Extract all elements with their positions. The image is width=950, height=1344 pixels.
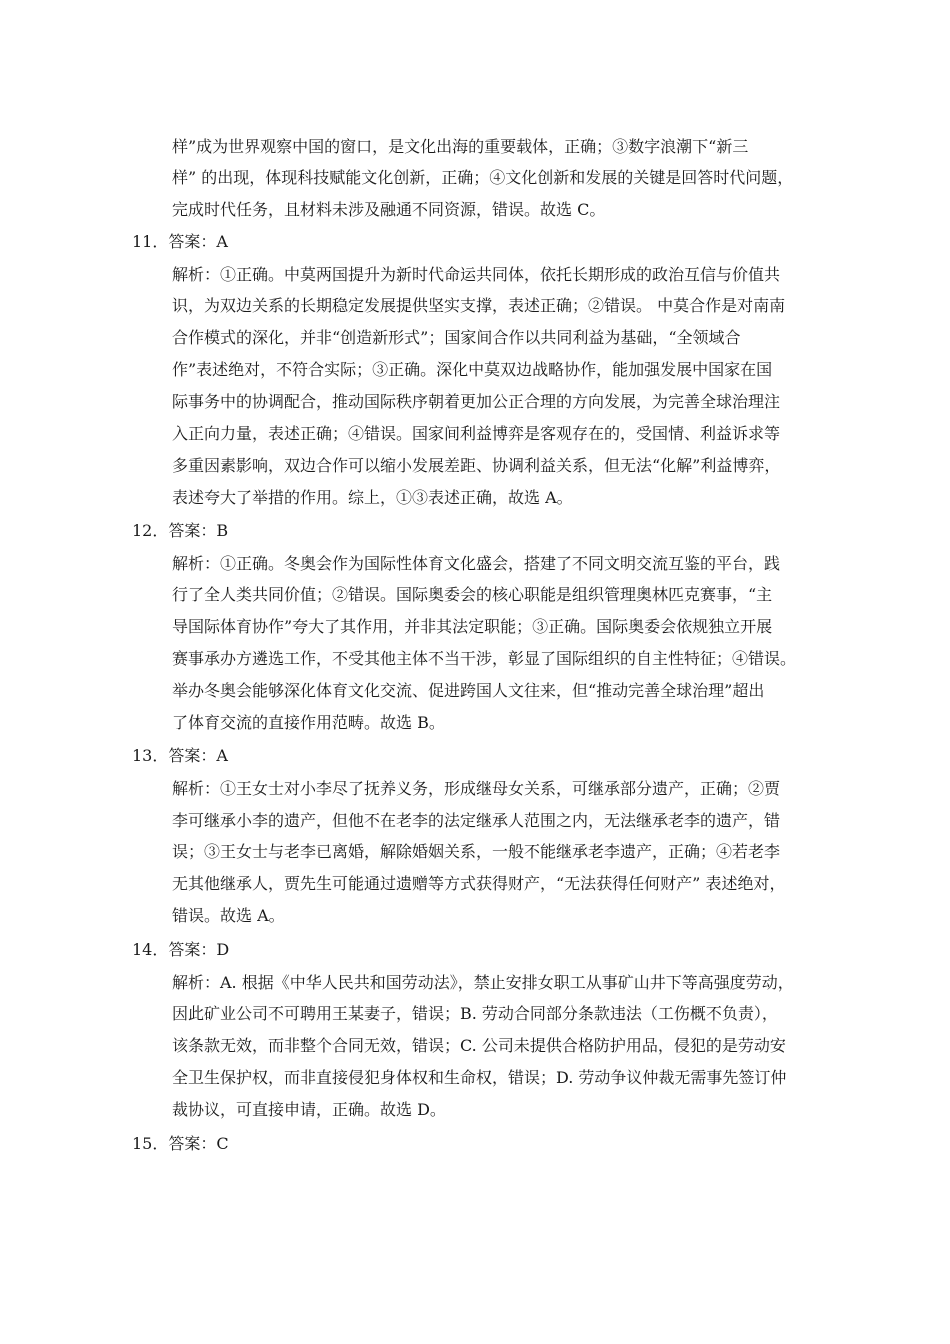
analysis-line: 错误。故选 A。 (172, 906, 285, 925)
analysis-line: 全卫生保护权，而非直接侵犯身体权和生命权，错误；D. 劳动争议仲裁无需事先签订仲 (172, 1068, 787, 1087)
analysis-line: 作”表述绝对，不符合实际；③正确。深化中莫双边战略协作，能加强发展中国家在国 (172, 360, 773, 379)
intro-line: 样” 的出现，体现科技赋能文化创新，正确；④文化创新和发展的关键是回答时代问题， (172, 168, 794, 187)
answer-12: 12．答案：B (132, 521, 229, 540)
answer-11: 11．答案：A (132, 232, 228, 251)
analysis-line: 多重因素影响，双边合作可以缩小发展差距、协调利益关系，但无法“化解”利益博弈， (172, 456, 781, 475)
analysis-line: 入正向力量，表述正确；④错误。国家间利益博弈是客观存在的，受国情、利益诉求等 (172, 424, 781, 443)
intro-line: 样”成为世界观察中国的窗口，是文化出海的重要载体，正确；③数字浪潮下“新三 (172, 137, 749, 156)
analysis-line: 李可继承小李的遗产，但他不在老李的法定继承人范围之内，无法继承老李的遗产，错 (172, 811, 781, 830)
analysis-line: 解析：①王女士对小李尽了抚养义务，形成继母女关系，可继承部分遗产，正确；②贾 (172, 779, 781, 798)
analysis-line: 合作模式的深化，并非“创造新形式”；国家间合作以共同利益为基础，“全领域合 (172, 328, 741, 347)
answer-15: 15．答案：C (132, 1134, 229, 1153)
answer-14: 14．答案：D (132, 940, 230, 959)
analysis-line: 际事务中的协调配合，推动国际秩序朝着更加公正合理的方向发展，为完善全球治理注 (172, 392, 781, 411)
answer-13: 13．答案：A (132, 746, 228, 765)
analysis-line: 裁协议，可直接申请，正确。故选 D。 (172, 1100, 446, 1119)
analysis-line: 表述夸大了举措的作用。综上，①③表述正确，故选 A。 (172, 488, 573, 507)
analysis-line: 识，为双边关系的长期稳定发展提供坚实支撑，表述正确；②错误。 中莫合作是对南南 (172, 296, 786, 315)
analysis-line: 该条款无效，而非整个合同无效，错误；C. 公司未提供合格防护用品，侵犯的是劳动安 (172, 1036, 786, 1055)
intro-line: 完成时代任务，且材料未涉及融通不同资源，错误。故选 C。 (172, 200, 606, 219)
analysis-line: 解析：①正确。中莫两国提升为新时代命运共同体，依托长期形成的政治互信与价值共 (172, 265, 781, 284)
analysis-line: 导国际体育协作”夸大了其作用，并非其法定职能；③正确。国际奥委会依规独立开展 (172, 617, 773, 636)
analysis-line: 举办冬奥会能够深化体育文化交流、促进跨国人文往来，但“推动完善全球治理”超出 (172, 681, 765, 700)
analysis-line: 无其他继承人，贾先生可能通过遗赠等方式获得财产，“无法获得任何财产” 表述绝对， (172, 874, 786, 893)
analysis-line: 误；③王女士与老李已离婚，解除婚姻关系，一般不能继承老李遗产，正确；④若老李 (172, 842, 781, 861)
analysis-line: 因此矿业公司不可聘用王某妻子，错误；B. 劳动合同部分条款违法（工伤概不负责）， (172, 1004, 778, 1023)
analysis-line: 行了全人类共同价值；②错误。国际奥委会的核心职能是组织管理奥林匹克赛事，“主 (172, 585, 773, 604)
analysis-line: 了体育交流的直接作用范畴。故选 B。 (172, 713, 445, 732)
analysis-line: 解析：①正确。冬奥会作为国际性体育文化盛会，搭建了不同文明交流互鉴的平台，践 (172, 554, 781, 573)
analysis-line: 解析：A. 根据《中华人民共和国劳动法》，禁止安排女职工从事矿山井下等高强度劳动， (172, 973, 794, 992)
analysis-line: 赛事承办方遴选工作，不受其他主体不当干涉，彰显了国际组织的自主性特征；④错误。 (172, 649, 797, 668)
